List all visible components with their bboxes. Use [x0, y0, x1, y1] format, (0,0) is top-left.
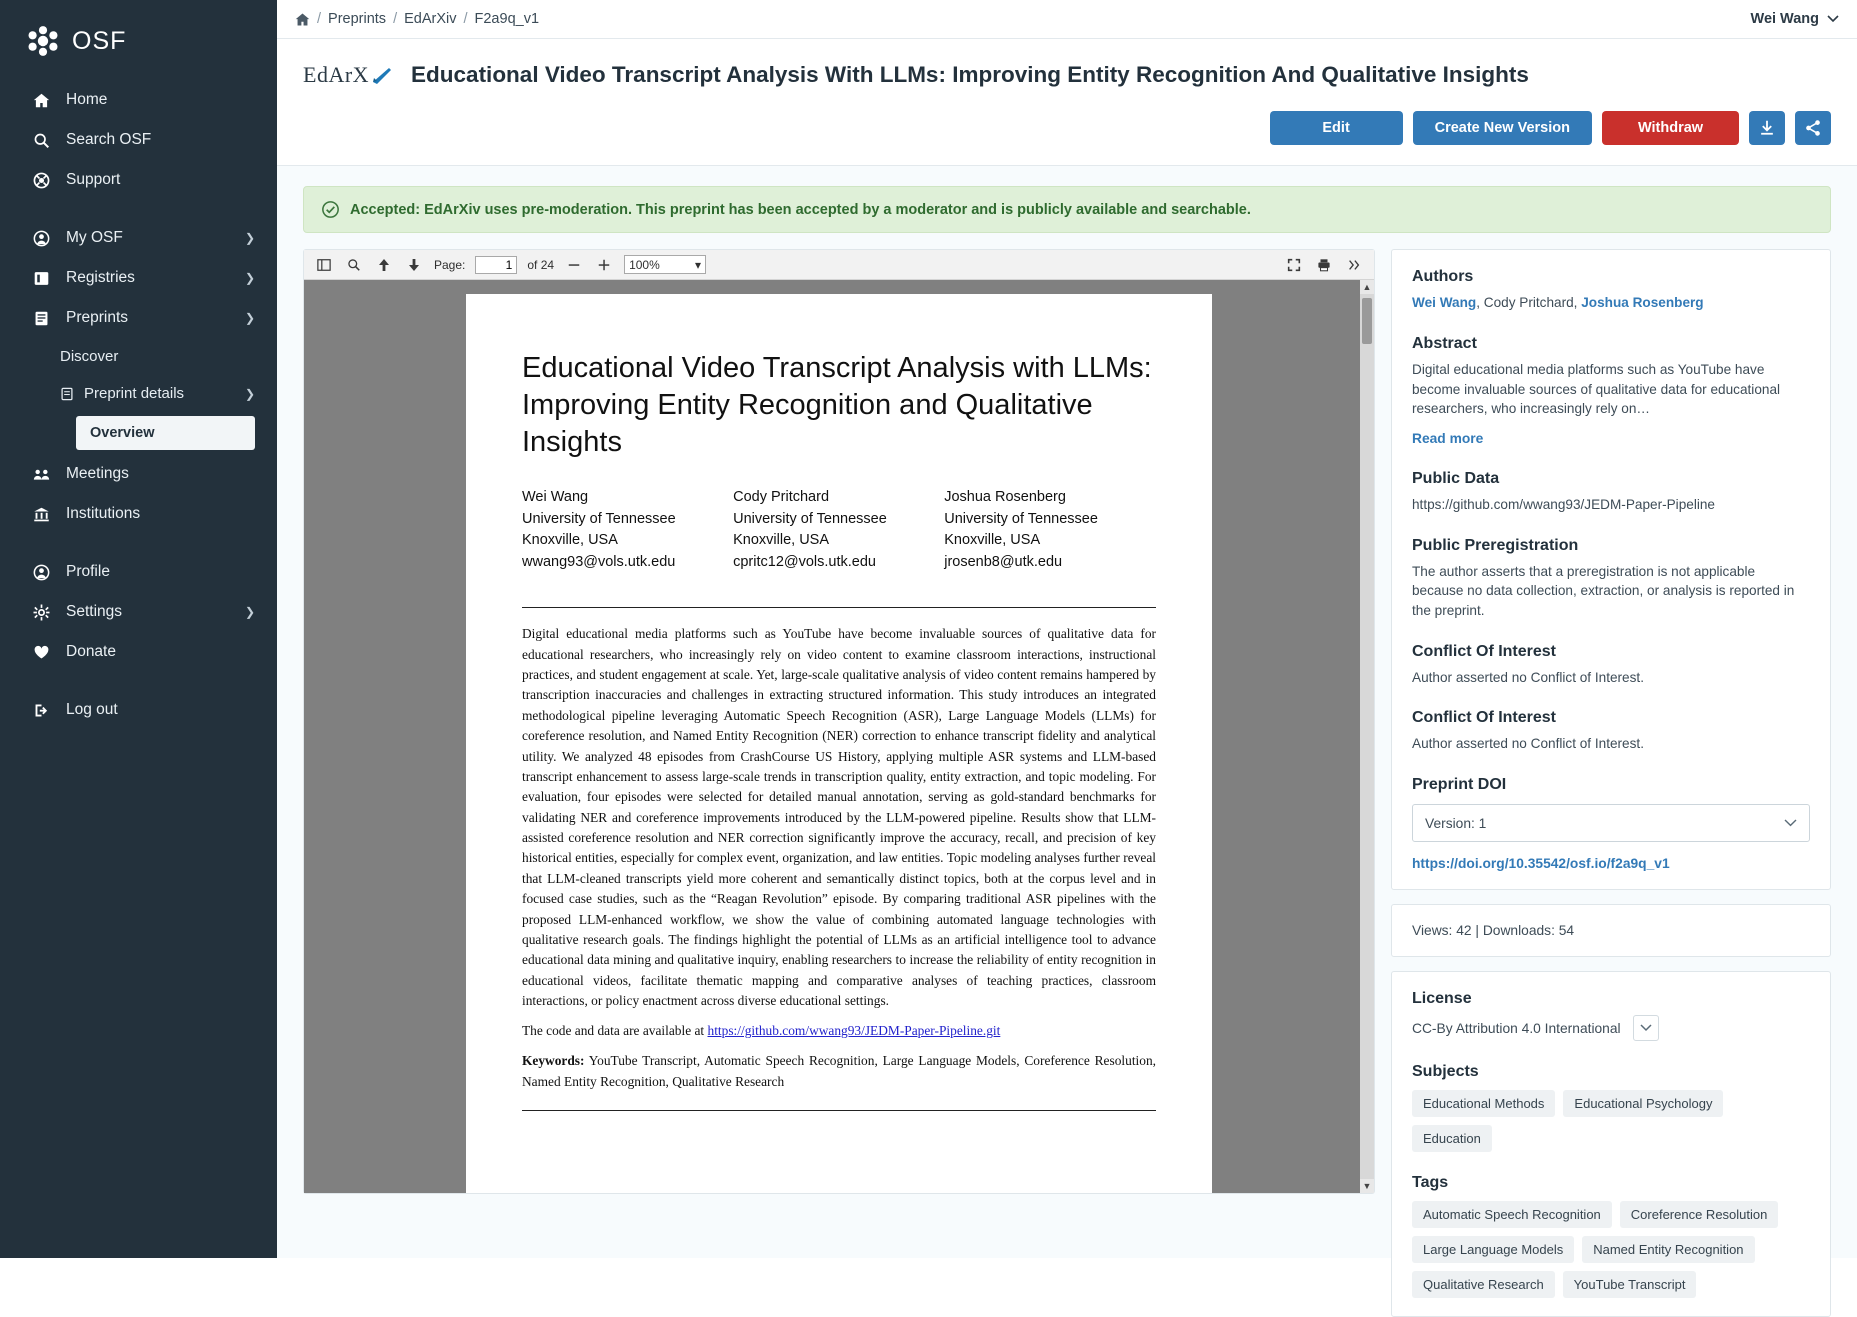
sidebar-item-label: My OSF	[66, 229, 123, 246]
license-row	[1412, 1015, 1810, 1041]
chevron-right-icon: ❯	[244, 231, 255, 245]
preprint-doi-heading: Preprint DOI	[1412, 776, 1507, 794]
author-link-3[interactable]: Joshua Rosenberg	[1581, 295, 1704, 311]
doi-link[interactable]: https://doi.org/10.35542/osf.io/f2a9q_v1	[1412, 856, 1670, 872]
version-select[interactable]	[1412, 804, 1810, 842]
tag-chip[interactable]: Named Entity Recognition	[1582, 1236, 1754, 1263]
conflict-of-interest-text-2: Author asserted no Conflict of Interest.	[1412, 736, 1644, 752]
chevron-down-icon: ▾	[695, 257, 702, 272]
code-availability-prefix: The code and data are available at	[522, 1023, 708, 1039]
metadata-rail	[1391, 249, 1831, 1317]
zoom-select[interactable]	[624, 255, 706, 274]
sidebar-item-log-out[interactable]	[0, 690, 277, 730]
authors-heading: Authors	[1412, 268, 1474, 286]
sidebar-subitem-label: Discover	[60, 348, 119, 365]
license-value: CC-By Attribution 4.0 International	[1412, 1020, 1621, 1036]
abstract-preview: Digital educational media platforms such as YouTube have become invaluable sources of qualitative data for educational researchers, who increasingly rely on…	[1412, 361, 1781, 417]
subject-chip[interactable]: Educational Psychology	[1563, 1090, 1723, 1117]
tags-heading: Tags	[1412, 1174, 1449, 1192]
edit-button[interactable]: Edit	[1270, 111, 1403, 145]
breadcrumb-separator: /	[393, 11, 398, 27]
sidebar-item-label: Support	[66, 171, 121, 188]
pdf-code-availability	[522, 1023, 1156, 1039]
pdf-keywords	[522, 1051, 1156, 1092]
zoom-in-icon[interactable]	[594, 255, 614, 275]
sidebar-item-label: Preprints	[66, 309, 129, 326]
tag-chip[interactable]: YouTube Transcript	[1563, 1271, 1697, 1298]
edarxiv-logo	[303, 62, 393, 88]
user-menu[interactable]	[1751, 11, 1839, 27]
author-email: jrosenb8@utk.edu	[944, 553, 1063, 570]
document-icon	[60, 387, 74, 401]
osf-logo-text: OSF	[72, 26, 127, 55]
sidebar-item-donate[interactable]	[0, 632, 277, 672]
breadcrumb-edarxiv[interactable]: EdArXiv	[404, 11, 457, 27]
sidebar-item-registries[interactable]	[0, 258, 277, 298]
pdf-vertical-scrollbar[interactable]	[1360, 280, 1374, 1193]
user-circle-icon	[30, 230, 52, 247]
pdf-viewer	[303, 249, 1375, 1194]
sidebar-item-label: Institutions	[66, 505, 141, 522]
author-affiliation: University of Tennessee	[944, 510, 1098, 527]
search-icon[interactable]	[344, 255, 364, 275]
pdf-author-1	[522, 487, 733, 573]
page-title: Educational Video Transcript Analysis With LLMs: Improving Entity Recognition And Qualitative Insights	[411, 62, 1529, 87]
chevron-down-icon: ❯	[244, 386, 255, 401]
chevron-right-icon: ❯	[244, 271, 255, 285]
author-affiliation: University of Tennessee	[522, 510, 676, 527]
logout-icon	[30, 702, 52, 719]
check-circle-icon	[322, 201, 339, 218]
search-icon	[30, 132, 52, 149]
create-new-version-button[interactable]: Create New Version	[1413, 111, 1592, 145]
pdf-divider-bottom	[522, 1110, 1156, 1111]
sidebar-item-overview[interactable]: Overview	[76, 416, 255, 450]
metadata-card	[1391, 249, 1831, 890]
share-icon[interactable]	[1795, 111, 1831, 145]
status-banner-text: Accepted: EdArXiv uses pre-moderation. This preprint has been accepted by a moderator and is publicly available and searchable.	[350, 201, 1251, 218]
home-icon	[30, 92, 52, 109]
action-buttons	[303, 89, 1831, 165]
code-availability-link[interactable]: https://github.com/wwang93/JEDM-Paper-Pipeline.git	[707, 1023, 1001, 1039]
institutions-icon	[30, 506, 52, 523]
osf-logo[interactable]	[0, 14, 277, 80]
sidebar-item-label: Search OSF	[66, 131, 152, 148]
pdf-page-1	[466, 294, 1212, 1193]
author-name: Cody Pritchard	[733, 489, 830, 506]
chevron-down-icon[interactable]	[1633, 1015, 1659, 1041]
author-location: Knoxville, USA	[944, 532, 1041, 549]
panel-toggle-icon[interactable]	[314, 255, 334, 275]
sidebar-item-label: Registries	[66, 269, 135, 286]
chevron-down-icon	[1827, 15, 1839, 23]
author-link-1[interactable]: Wei Wang	[1412, 295, 1477, 311]
download-icon[interactable]	[1749, 111, 1785, 145]
chevrons-right-icon[interactable]	[1344, 255, 1364, 275]
sidebar-item-label: Profile	[66, 563, 110, 580]
page-label: Page:	[434, 257, 466, 272]
page-number-input[interactable]	[475, 256, 517, 274]
preprint-header	[277, 39, 1857, 166]
conflict-of-interest-heading-1: Conflict Of Interest	[1412, 642, 1557, 660]
sidebar-subitem-label: Preprint details	[84, 385, 185, 402]
donate-icon	[30, 644, 52, 661]
sidebar-item-label: Donate	[66, 643, 116, 660]
subject-chip[interactable]: Education	[1412, 1125, 1492, 1152]
preprints-icon	[30, 310, 52, 327]
pdf-author-2	[733, 487, 944, 573]
fullscreen-icon[interactable]	[1284, 255, 1304, 275]
pdf-paper-title: Educational Video Transcript Analysis with LLMs: Improving Entity Recognition and Qualitative Insights	[522, 352, 1152, 459]
pdf-abstract: Digital educational media platforms such as YouTube have become invaluable sources of qualitative data for educational researchers, who increasingly rely on video content to examine classroom interactions, instructional practices, and student engagement at scale. Yet, large-scale qualitative analysis of video content remains hampered by transcription inaccuracies and challenges in extracting structured information. This study introduces an integrated methodological pipeline leveraging Automatic Speech Recognition (ASR), Large Language Models (LLMs) for coreference resolution, and Named Entity Recognition (NER) correction to enhance transcript fidelity and analytical utility. We analyzed 48 episodes from CrashCourse US History, applying multiple ASR systems and LLM-based transcript enhancement to assess large-scale trends in transcription quality, entity extraction, and topic modeling. For evaluation, four episodes were selected for detailed manual annotation, serving as gold-standard benchmarks for validating NER and coreference improvements introduced by the LLM-powered pipeline. Results show that LLM-assisted coreference resolution and NER correction significantly improve the accuracy, recall, and precision of key historical entities, especially for complex event, organization, and law entities. Topic modeling analyses further reveal that LLM-cleaned transcripts yield more coherent and semantically distinct topics, both at the corpus level and in focused case studies, such as the “Reagan Revolution” episode. By comparing traditional ASR pipelines with the proposed LLM-enhanced workflow, we show the value of combining automated language technologies with qualitative research goals. The findings highlight the potential of LLMs as an artificial intelligence tool to advance educational data mining and qualitative inquiry, enabling researchers to increase the reliability of entity recognition in educational videos, facilitate thematic mapping and comparative analyses of teaching practices, classroom interactions, or policy enactment across diverse educational settings.	[522, 626, 1156, 1009]
scroll-down-arrow-icon[interactable]: ▼	[1360, 1179, 1374, 1193]
zoom-value: 100%	[629, 257, 660, 272]
meetings-icon	[30, 466, 52, 483]
sidebar-item-label: Settings	[66, 603, 123, 620]
pdf-authors	[522, 487, 1156, 573]
sidebar	[0, 0, 277, 1258]
sidebar-item-preprint-details[interactable]	[0, 375, 277, 412]
public-preregistration-heading: Public Preregistration	[1412, 536, 1579, 554]
status-banner	[303, 186, 1831, 233]
stats-card	[1391, 904, 1831, 957]
support-icon	[30, 172, 52, 189]
sidebar-item-label: Log out	[66, 701, 118, 718]
tag-chip[interactable]: Qualitative Research	[1412, 1271, 1555, 1298]
subjects-heading: Subjects	[1412, 1063, 1479, 1081]
sidebar-item-settings[interactable]	[0, 592, 277, 632]
pdf-divider-top	[522, 607, 1156, 608]
sidebar-item-label: Home	[66, 91, 108, 108]
subject-chip[interactable]: Educational Methods	[1412, 1090, 1555, 1117]
keywords-label: Keywords:	[522, 1053, 585, 1069]
arrow-up-icon[interactable]	[374, 255, 394, 275]
sidebar-item-meetings[interactable]	[0, 454, 277, 494]
arrow-down-icon[interactable]	[404, 255, 424, 275]
read-more-button[interactable]: Read more	[1412, 430, 1484, 446]
public-preregistration-text: The author asserts that a preregistration is not applicable because no data collection, extraction, or analysis is reported in the preprint.	[1412, 563, 1795, 619]
breadcrumb-separator: /	[463, 11, 468, 27]
main-content	[277, 0, 1857, 1293]
tag-chip[interactable]: Large Language Models	[1412, 1236, 1574, 1263]
title-row	[303, 61, 1831, 89]
version-select-value: Version: 1	[1425, 815, 1487, 831]
page-total-label: of 24	[527, 257, 555, 272]
sidebar-item-search-osf[interactable]	[0, 120, 277, 160]
breadcrumb-separator: /	[317, 11, 322, 27]
tags-chips	[1412, 1201, 1810, 1298]
tag-chip[interactable]: Automatic Speech Recognition	[1412, 1201, 1612, 1228]
home-breadcrumb-icon[interactable]	[295, 12, 310, 27]
conflict-of-interest-text-1: Author asserted no Conflict of Interest.	[1412, 669, 1644, 685]
sidebar-item-profile[interactable]	[0, 552, 277, 592]
sidebar-divider-gap	[0, 200, 277, 218]
profile-icon	[30, 564, 52, 581]
user-name: Wei Wang	[1750, 11, 1819, 27]
sidebar-item-label: Meetings	[66, 465, 129, 482]
author-location: Knoxville, USA	[522, 532, 618, 549]
license-heading: License	[1412, 990, 1472, 1008]
breadcrumb-preprints[interactable]: Preprints	[328, 11, 387, 27]
license-subjects-tags-card	[1391, 971, 1831, 1317]
sidebar-divider-gap-2	[0, 534, 277, 552]
sidebar-item-home[interactable]	[0, 80, 277, 120]
public-data-heading: Public Data	[1412, 469, 1500, 487]
authors-list	[1412, 293, 1810, 313]
sidebar-item-preprints[interactable]	[0, 298, 277, 338]
sidebar-item-institutions[interactable]	[0, 494, 277, 534]
tag-chip[interactable]: Coreference Resolution	[1620, 1201, 1779, 1228]
withdraw-button[interactable]: Withdraw	[1602, 111, 1739, 145]
osf-logo-icon	[26, 24, 60, 58]
gear-icon	[30, 604, 52, 621]
breadcrumb	[295, 11, 539, 27]
author-affiliation: University of Tennessee	[733, 510, 887, 527]
zoom-out-icon[interactable]	[564, 255, 584, 275]
public-data-url: https://github.com/wwang93/JEDM-Paper-Pipeline	[1412, 496, 1715, 512]
abstract-heading: Abstract	[1412, 334, 1477, 352]
keywords-value: YouTube Transcript, Automatic Speech Recognition, Large Language Models, Coreference Resolution, Named Entity Recognition, Qualitative Research	[522, 1053, 1156, 1089]
chevron-down-icon: ❯	[244, 311, 255, 325]
author-sep: ,	[1476, 295, 1484, 311]
author-text-2: Cody Pritchard	[1483, 295, 1574, 311]
author-email: cpritc12@vols.utk.edu	[733, 553, 876, 570]
scroll-up-arrow-icon[interactable]: ▲	[1360, 280, 1374, 294]
print-icon[interactable]	[1314, 255, 1334, 275]
breadcrumb-preprint-id[interactable]: F2a9q_v1	[474, 11, 540, 27]
author-email: wwang93@vols.utk.edu	[522, 553, 676, 570]
pdf-author-3	[944, 487, 1155, 573]
sidebar-item-discover[interactable]	[0, 338, 277, 375]
sidebar-item-support[interactable]	[0, 160, 277, 200]
author-location: Knoxville, USA	[733, 532, 830, 549]
pdf-canvas[interactable]	[304, 280, 1374, 1193]
pdf-scroll-thumb[interactable]	[1362, 298, 1372, 344]
pdf-toolbar	[304, 250, 1374, 280]
author-sep: ,	[1573, 295, 1582, 311]
edarxiv-logo-text: EdArX	[303, 62, 370, 88]
subjects-chips	[1412, 1090, 1810, 1152]
registries-icon	[30, 270, 52, 287]
chevron-right-icon: ❯	[244, 605, 255, 619]
chevron-down-icon	[1784, 819, 1797, 827]
author-name: Wei Wang	[522, 489, 589, 506]
sidebar-item-my-osf[interactable]	[0, 218, 277, 258]
author-name: Joshua Rosenberg	[944, 489, 1066, 506]
conflict-of-interest-heading-2: Conflict Of Interest	[1412, 709, 1557, 727]
sidebar-divider-gap-3	[0, 672, 277, 690]
content-columns	[277, 233, 1857, 1317]
top-bar	[277, 0, 1857, 39]
views-downloads: Views: 42 | Downloads: 54	[1412, 923, 1575, 939]
